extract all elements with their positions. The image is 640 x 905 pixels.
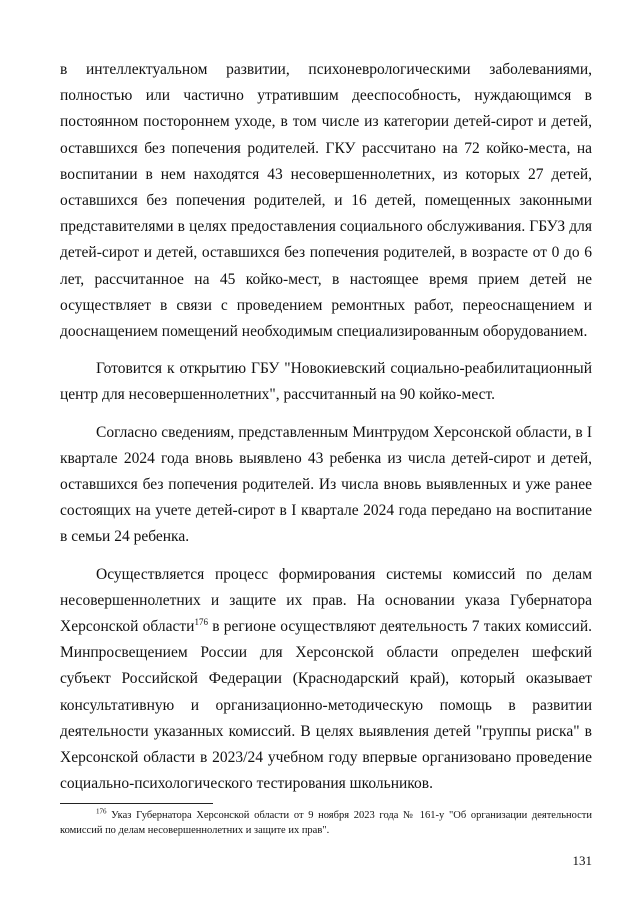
paragraph-4-text-before-ref: Осуществляется процесс формирования системы комиссий по делам несовершеннолетних и защите их прав. На основании указа Губернатора Херсонской области [60, 565, 592, 636]
footnote-text: Указ Губернатора Херсонской области от 9 ноября 2023 года № 161-у "Об организации деятельности комиссий по делам несовершеннолетних и защите их прав". [60, 810, 592, 836]
footnote-reference[interactable]: 176 [194, 616, 208, 627]
footnote-separator [60, 803, 213, 804]
body-text [60, 57, 592, 797]
paragraph-4-text-after-ref: в регионе осуществляют деятельность 7 таких комиссий. Минпросвещением России для Херсонской области определен шефский субъект Российской Федерации (Краснодарский край), который оказывает консультативную и организационно-методическую помощь в развитии деятельности указанных комиссий. В целях выявления детей "группы риска" в Херсонской области в 2023/24 учебном году впервые организовано проведение социально-психологического тестирования школьников. [60, 618, 592, 793]
paragraph-4 [60, 562, 592, 798]
paragraph-1: в интеллектуальном развитии, психоневрологическими заболеваниями, полностью или частично утратившим дееспособность, нуждающимся в постоянном постороннем уходе, в том числе из категории детей-сирот и детей, оставшихся без попечения родителей. ГКУ рассчитано на 72 койко-места, на воспитании в нем находятся 43 несовершеннолетних, из которых 27 детей, оставшихся без попечения родителей, и 16 детей, помещенных законными представителями в целях предоставления социального обслуживания. ГБУЗ для детей-сирот и детей, оставшихся без попечения родителей, в возрасте от 0 до 6 лет, рассчитанное на 45 койко-мест, в настоящее время прием детей не осуществляет в связи с проведением ремонтных работ, переоснащением и дооснащением помещений необходимым специализированным оборудованием. [60, 61, 592, 341]
paragraph-2: Готовится к открытию ГБУ "Новокиевский социально-реабилитационный центр для несовершеннолетних", рассчитанный на 90 койко-мест. [60, 360, 592, 404]
page-number: 131 [572, 853, 592, 868]
footnote [60, 808, 592, 838]
footnote-number: 176 [96, 807, 107, 816]
paragraph-3: Согласно сведениям, представленным Минтрудом Херсонской области, в I квартале 2024 года вновь выявлено 43 ребенка из числа детей-сирот и детей, оставшихся без попечения родителей. Из числа вновь выявленных и уже ранее состоящих на учете детей-сирот в I квартале 2024 года передано на воспитание в семьи 24 ребенка. [60, 423, 592, 546]
